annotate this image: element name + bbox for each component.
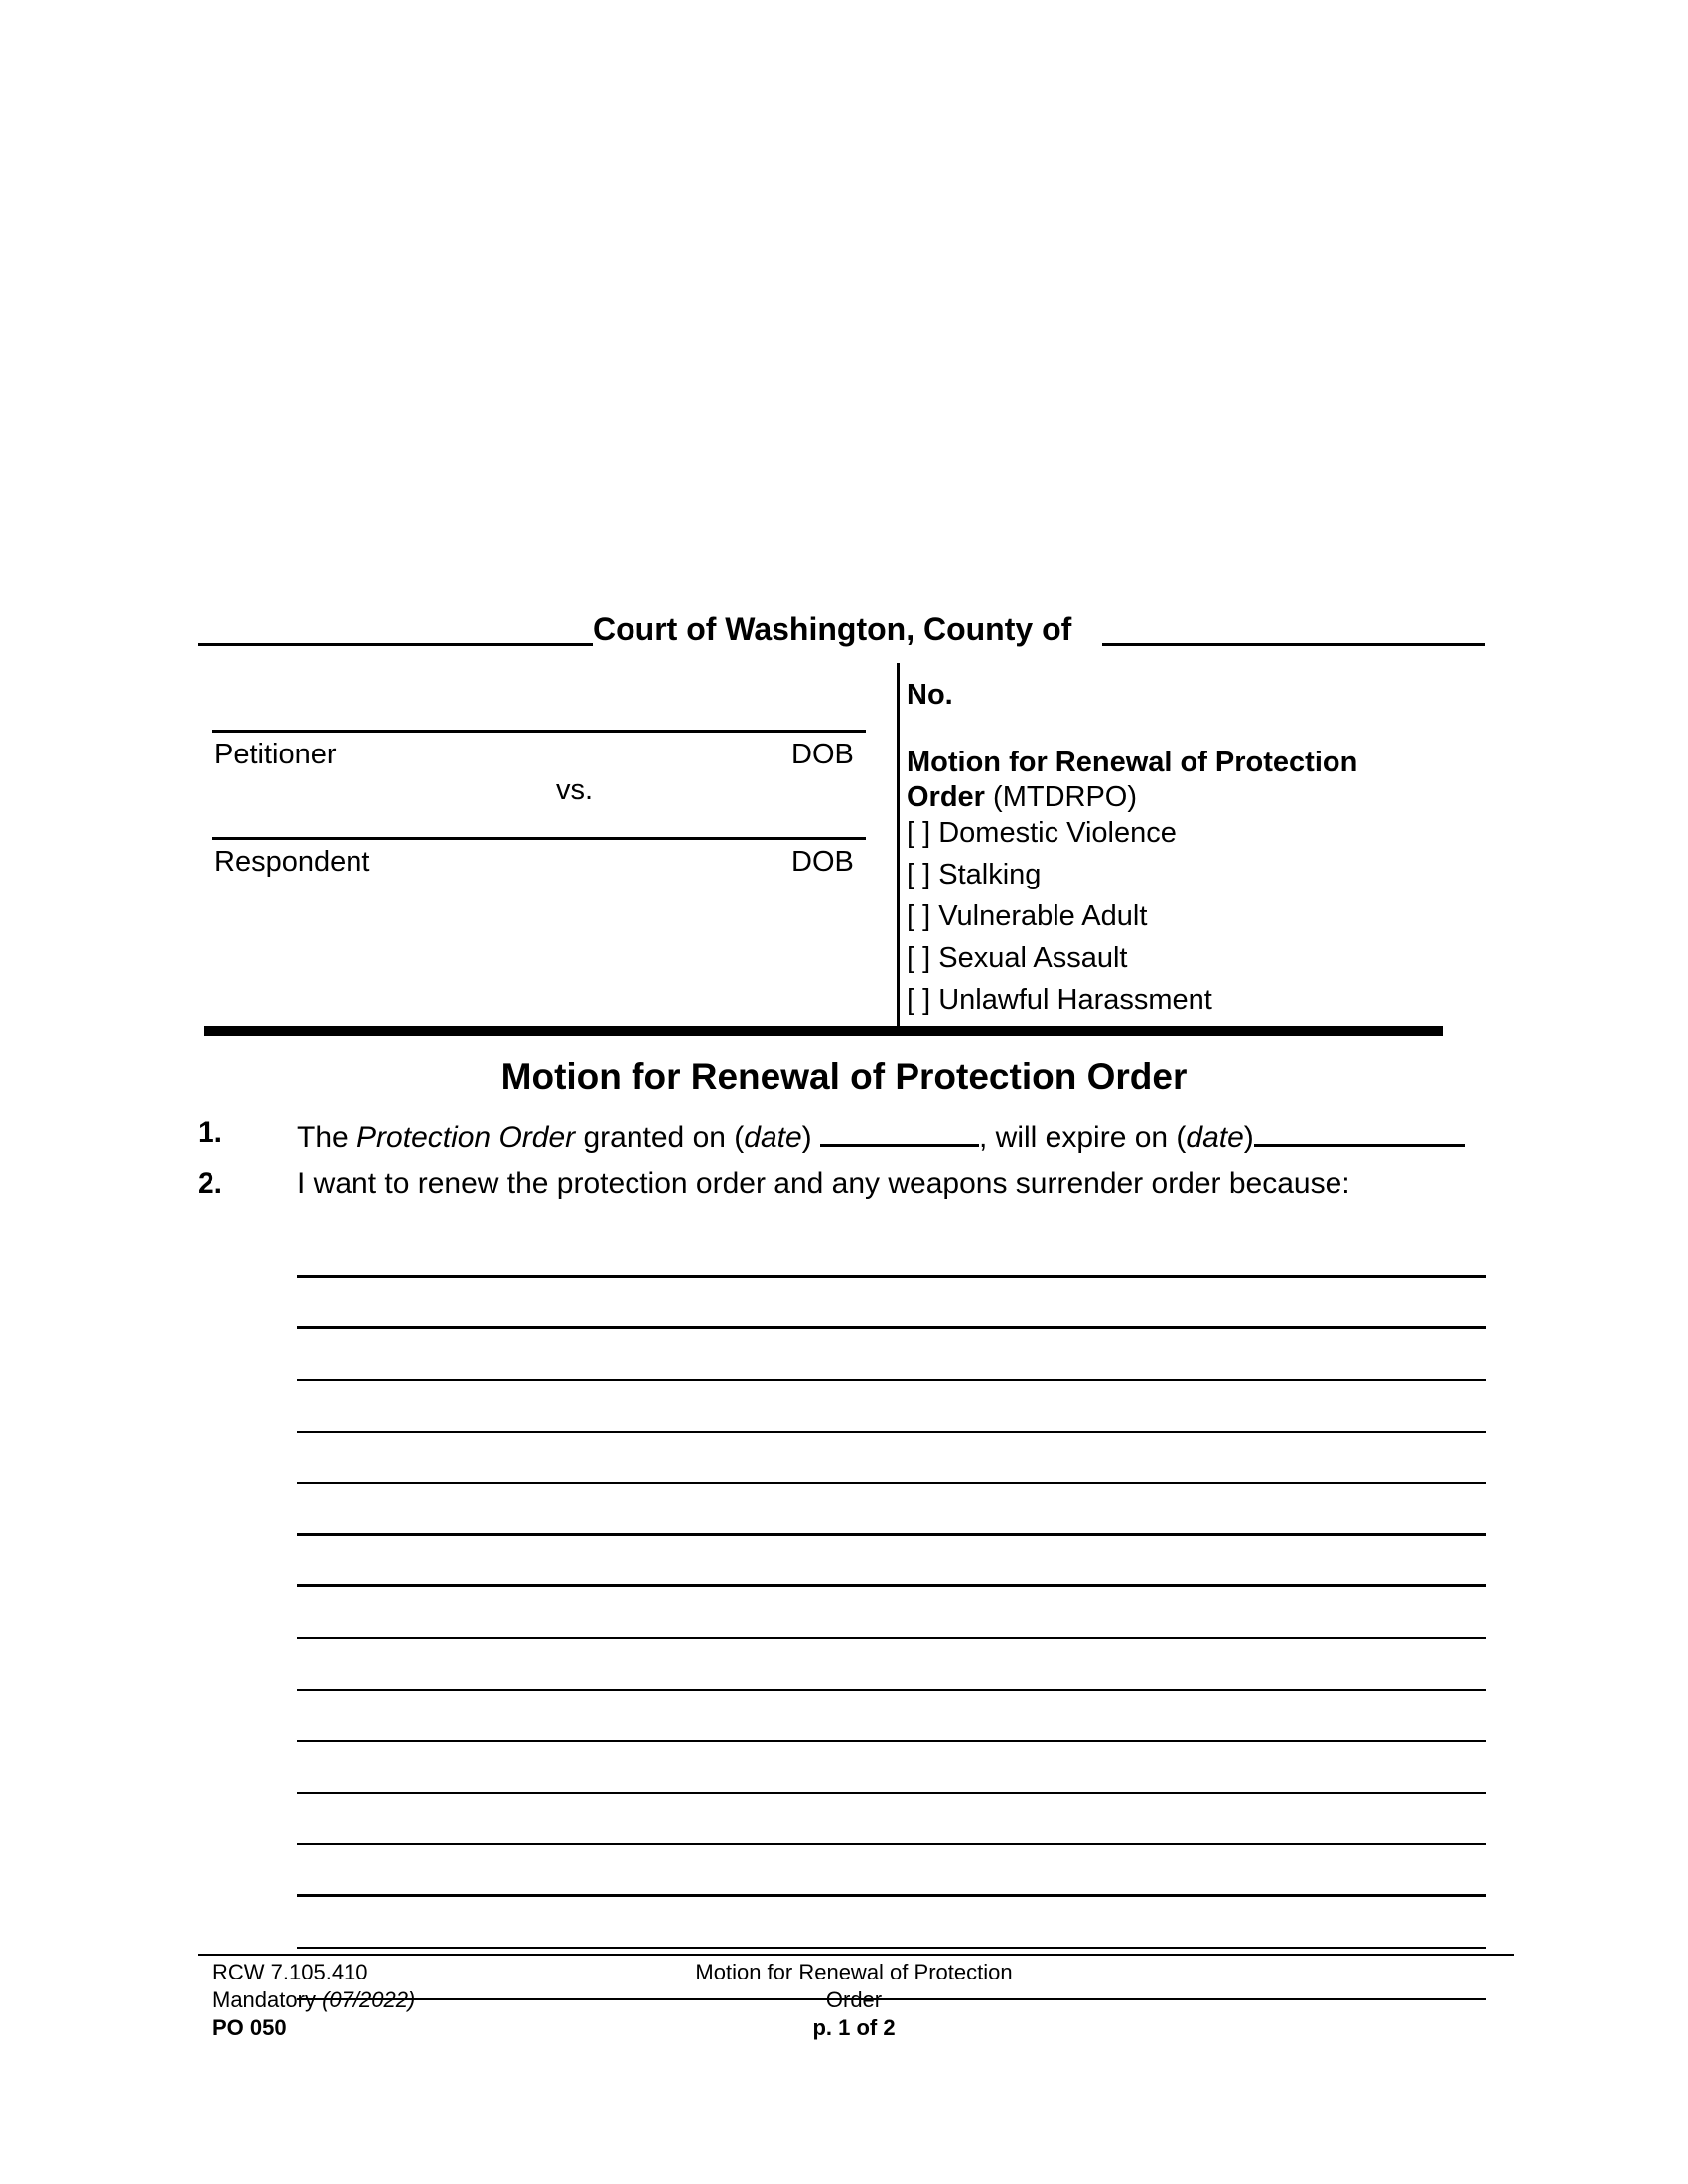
petitioner-name-blank[interactable] bbox=[212, 730, 866, 733]
renewal-reason-lines[interactable] bbox=[297, 1226, 1486, 2000]
document-title-line1: Motion for Renewal of Protection bbox=[907, 747, 1358, 778]
writing-line[interactable] bbox=[297, 1845, 1486, 1897]
versus-label: vs. bbox=[556, 774, 594, 806]
item-1-close-paren: ) bbox=[801, 1121, 812, 1154]
footer-rule bbox=[198, 1954, 1514, 1956]
writing-line[interactable] bbox=[297, 1433, 1486, 1484]
order-type-vulnerable-adult[interactable] bbox=[907, 902, 1147, 931]
footer-mandatory bbox=[212, 1989, 415, 2011]
document-title-order: Order bbox=[907, 781, 985, 813]
order-type-label: Vulnerable Adult bbox=[938, 900, 1148, 932]
checkbox[interactable]: [ ] bbox=[907, 984, 931, 1016]
order-type-label: Stalking bbox=[938, 859, 1042, 890]
order-type-domestic-violence[interactable] bbox=[907, 819, 1177, 848]
order-type-label: Unlawful Harassment bbox=[938, 984, 1212, 1016]
petitioner-dob-label: DOB bbox=[791, 739, 854, 770]
item-1-text bbox=[297, 1118, 1465, 1153]
checkbox[interactable]: [ ] bbox=[907, 817, 931, 849]
writing-line[interactable] bbox=[297, 1226, 1486, 1278]
respondent-dob-label: DOB bbox=[791, 846, 854, 878]
writing-line[interactable] bbox=[297, 1639, 1486, 1691]
footer-page-number: p. 1 of 2 bbox=[812, 2015, 896, 2040]
footer-mandatory-date: (07/2022) bbox=[322, 1987, 416, 2012]
expiration-date-blank[interactable] bbox=[1254, 1118, 1465, 1147]
item-1-date-word: date bbox=[744, 1121, 802, 1154]
checkbox[interactable]: [ ] bbox=[907, 900, 931, 932]
document-abbreviation: (MTDRPO) bbox=[993, 781, 1138, 813]
county-name-blank[interactable] bbox=[1102, 643, 1485, 646]
item-1-close-paren-2: ) bbox=[1243, 1121, 1254, 1154]
court-title: Court of Washington, County of bbox=[593, 612, 1072, 647]
item-1-text-a: The bbox=[297, 1121, 349, 1154]
writing-line[interactable] bbox=[297, 1587, 1486, 1639]
document-title-line2 bbox=[907, 783, 1137, 812]
order-type-stalking[interactable] bbox=[907, 861, 1041, 889]
respondent-label: Respondent bbox=[214, 846, 370, 878]
item-1-number: 1. bbox=[198, 1116, 223, 1149]
footer-form-id: PO 050 bbox=[212, 2015, 287, 2040]
writing-line[interactable] bbox=[297, 1484, 1486, 1536]
writing-line[interactable] bbox=[297, 1742, 1486, 1794]
writing-line[interactable] bbox=[297, 1897, 1486, 1949]
writing-line[interactable] bbox=[297, 1794, 1486, 1845]
writing-line[interactable] bbox=[297, 1536, 1486, 1587]
footer-title-line1: Motion for Renewal of Protection bbox=[695, 1960, 1013, 1984]
writing-line[interactable] bbox=[297, 1278, 1486, 1329]
item-1-protection-order: Protection Order bbox=[356, 1121, 576, 1154]
checkbox[interactable]: [ ] bbox=[907, 859, 931, 890]
respondent-name-blank[interactable] bbox=[212, 837, 866, 840]
footer-mandatory-label: Mandatory bbox=[212, 1987, 316, 2012]
writing-line[interactable] bbox=[297, 1691, 1486, 1742]
granted-date-blank[interactable] bbox=[820, 1118, 979, 1147]
item-1-will-expire: , will expire on ( bbox=[979, 1121, 1187, 1154]
item-2-number: 2. bbox=[198, 1167, 223, 1200]
order-type-label: Sexual Assault bbox=[938, 942, 1128, 974]
item-1-granted-on: granted on ( bbox=[583, 1121, 745, 1154]
footer-rcw: RCW 7.105.410 bbox=[212, 1960, 368, 1984]
item-2-text: I want to renew the protection order and any weapons surrender order because: bbox=[297, 1167, 1350, 1200]
case-number-label: No. bbox=[907, 679, 953, 711]
order-type-unlawful-harassment[interactable] bbox=[907, 986, 1212, 1015]
page-title: Motion for Renewal of Protection Order bbox=[500, 1056, 1188, 1097]
writing-line[interactable] bbox=[297, 1381, 1486, 1433]
caption-divider bbox=[897, 663, 900, 1035]
checkbox[interactable]: [ ] bbox=[907, 942, 931, 974]
order-type-label: Domestic Violence bbox=[938, 817, 1177, 849]
caption-bottom-rule bbox=[204, 1026, 1443, 1036]
petitioner-label: Petitioner bbox=[214, 739, 337, 770]
court-name-blank[interactable] bbox=[198, 643, 593, 646]
footer-title-line2: Order bbox=[825, 1987, 883, 2012]
writing-line[interactable] bbox=[297, 1329, 1486, 1381]
order-type-sexual-assault[interactable] bbox=[907, 944, 1127, 973]
item-1-date-word-2: date bbox=[1186, 1121, 1244, 1154]
